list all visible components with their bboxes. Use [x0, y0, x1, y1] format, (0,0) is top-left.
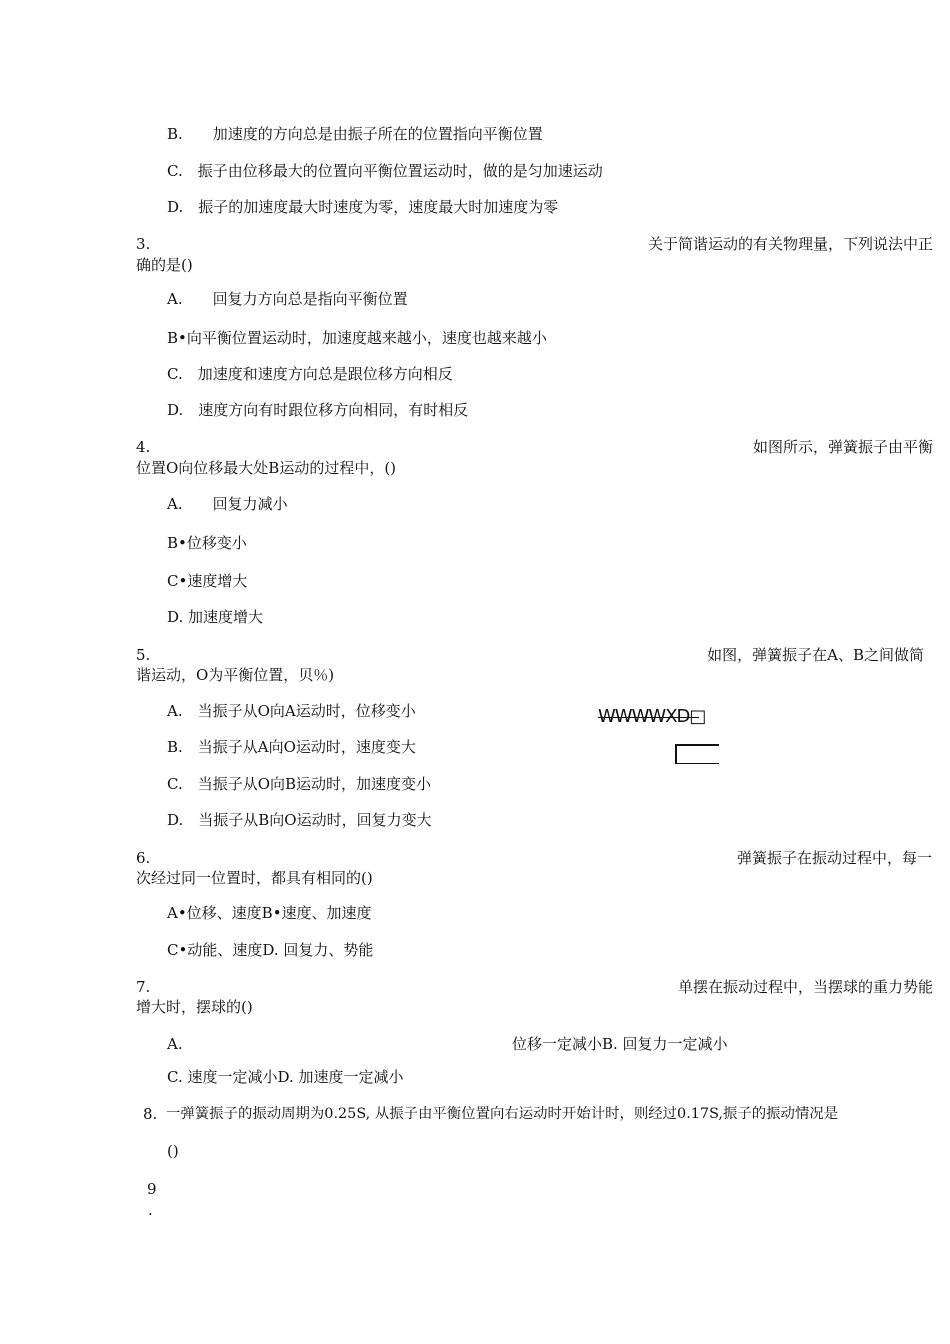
q3-option-a: A. 回复力方向总是指向平衡位置 [167, 290, 408, 308]
q9-number: 9 [147, 1180, 157, 1198]
spring-label: WWWWXD□ [598, 706, 706, 727]
q5-option-a: A. 当振子从O向A运动时，位移变小 [167, 702, 416, 720]
q9-dot: . [148, 1201, 153, 1219]
q6-number: 6. [136, 849, 151, 867]
q3-option-c: C. 加速度和速度方向总是跟位移方向相反 [167, 365, 453, 383]
q8-paren: () [167, 1142, 179, 1160]
q3-option-d: D. 速度方向有时跟位移方向相同，有时相反 [167, 401, 469, 419]
q4-option-b: B•位移变小 [167, 534, 247, 552]
q6-options-ab: A•位移、速度B•速度、加速度 [167, 904, 372, 922]
q4-option-d: D. 加速度增大 [167, 608, 264, 626]
q5-stem-continued: 谐运动，O为平衡位置，贝％) [136, 666, 335, 684]
q7-number: 7. [136, 978, 151, 996]
q6-options-cd: C•动能、速度D. 回复力、势能 [167, 941, 374, 959]
q4-number: 4. [136, 438, 151, 456]
q4-option-a: A. 回复力减小 [167, 495, 288, 513]
q2-option-b: B. 加速度的方向总是由振子所在的位置指向平衡位置 [167, 125, 543, 143]
q5-stem: 如图，弹簧振子在A、B之间做简 [707, 646, 924, 664]
q6-stem: 弹簧振子在振动过程中，每一 [736, 849, 932, 867]
q5-option-d: D. 当振子从B向O运动时，回复力变大 [167, 811, 432, 829]
q3-stem: 关于简谐运动的有关物理量，下列说法中正 [647, 235, 933, 253]
q5-number: 5. [136, 646, 151, 664]
q3-option-b: B•向平衡位置运动时，加速度越来越小，速度也越来越小 [167, 329, 547, 347]
q7-stem: 单摆在振动过程中，当摆球的重力势能 [677, 978, 933, 996]
q3-number: 3. [136, 235, 151, 253]
q8-stem: 一弹簧振子的振动周期为0.25S, 从振子由平衡位置向右运动时开始计时，则经过0.17S,振子的振动情况是 [166, 1106, 839, 1122]
q4-stem: 如图所示，弹簧振子由平衡 [752, 438, 933, 456]
q7-stem-continued: 增大时，摆球的() [136, 998, 253, 1016]
q3-stem-continued: 确的是() [136, 256, 193, 274]
q7-options-cd: C. 速度一定减小D. 加速度一定减小 [167, 1068, 404, 1086]
q2-option-d: D. 振子的加速度最大时速度为零，速度最大时加速度为零 [167, 198, 559, 216]
spring-oscillator-figure [598, 704, 728, 776]
q8-number: 8. [143, 1105, 158, 1123]
q2-option-c: C. 振子由位移最大的位置向平衡位置运动时，做的是匀加速运动 [167, 162, 603, 180]
q6-stem-continued: 次经过同一位置时，都具有相同的() [136, 869, 373, 887]
q5-option-b: B. 当振子从A向O运动时，速度变大 [167, 738, 416, 756]
q5-option-c: C. 当振子从O向B运动时，加速度变小 [167, 775, 432, 793]
q4-option-c: C•速度增大 [167, 572, 248, 590]
q7-option-a-label: A. [167, 1035, 183, 1053]
oscillator-block [675, 744, 719, 764]
q4-stem-continued: 位置O向位移最大处B运动的过程中，() [136, 459, 397, 477]
q7-options-ab: 位移一定减小B. 回复力一定减小 [512, 1035, 728, 1053]
